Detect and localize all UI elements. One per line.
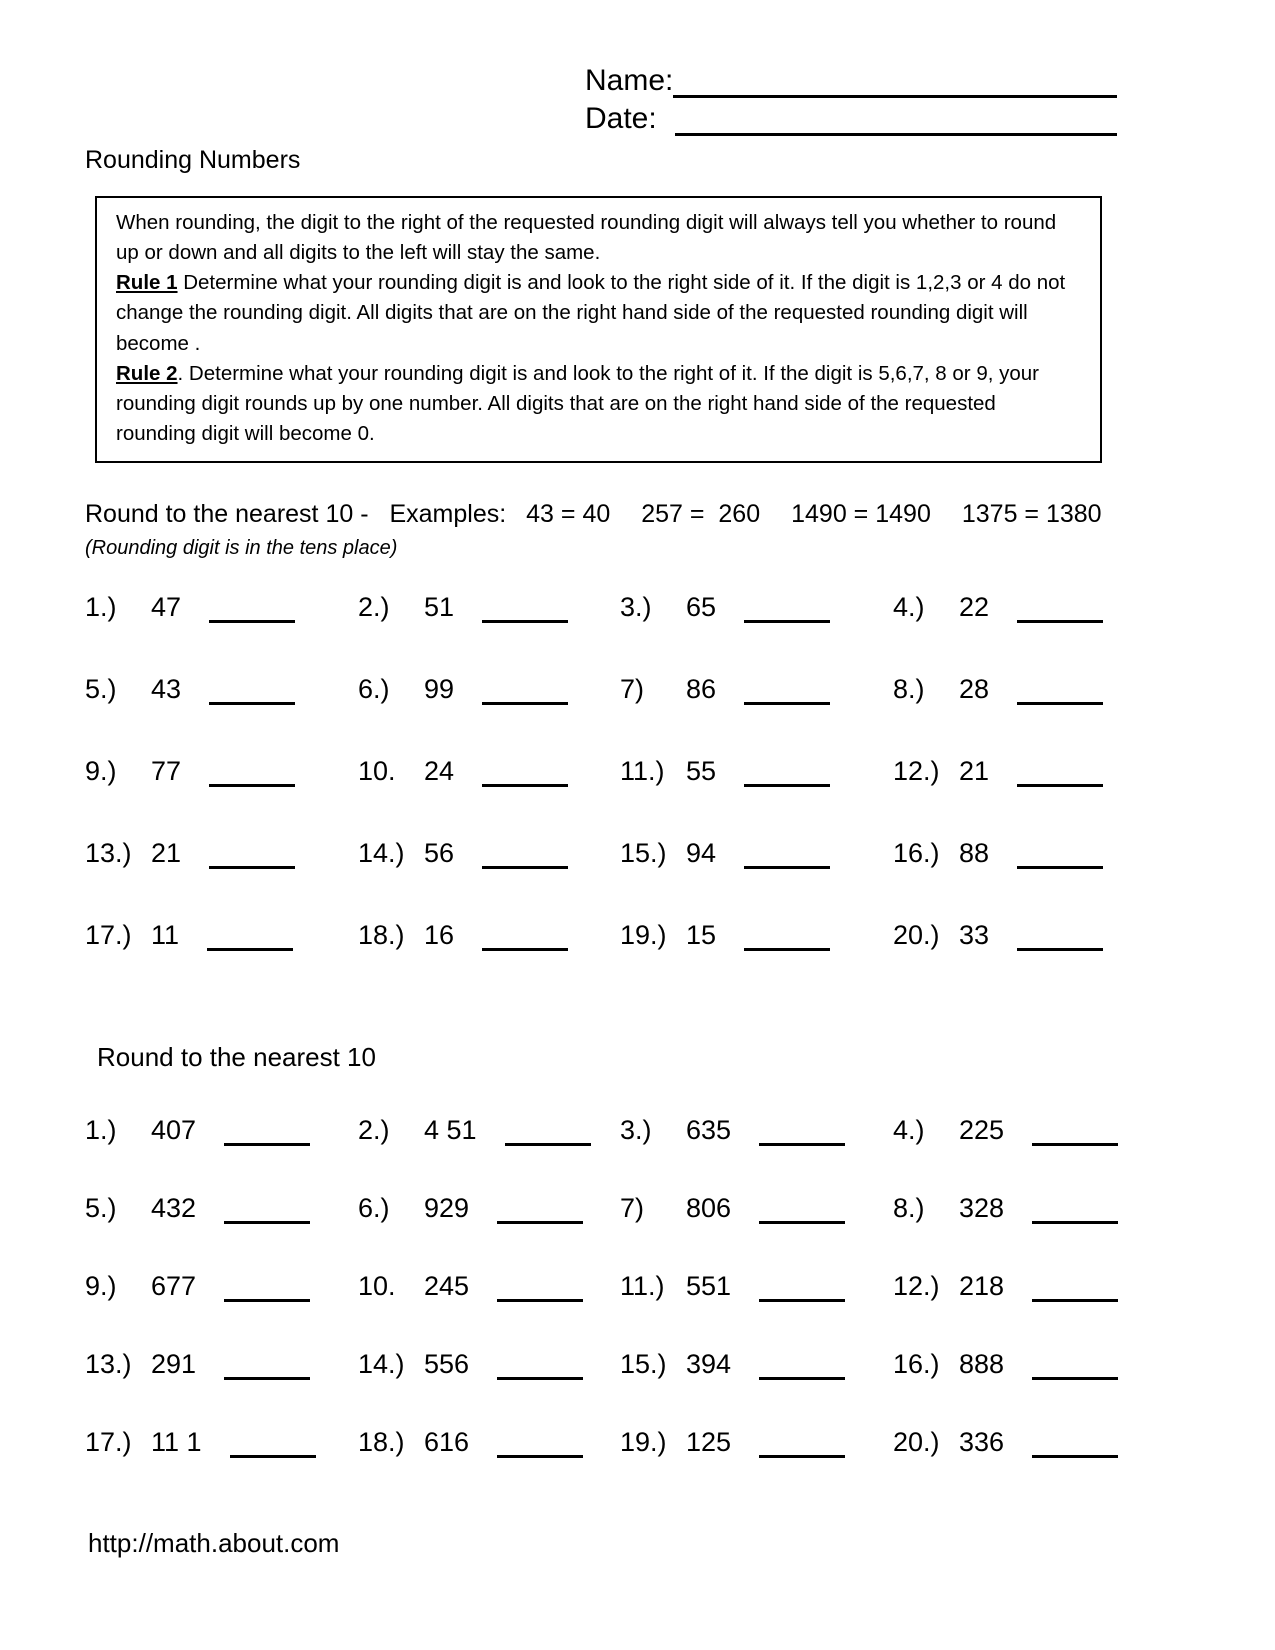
problem-value: 225 [959,1115,1005,1145]
problem-value: 407 [151,1115,197,1145]
problem-item [620,585,893,623]
answer-blank [497,1269,583,1302]
problem-value: 47 [151,592,182,622]
answer-blank [505,1113,591,1146]
problem-item [85,913,358,951]
problem-item [358,913,620,951]
problem-value: 556 [424,1349,470,1379]
rule-2 [116,359,1081,449]
answer-blank [224,1191,310,1224]
problem-value: 551 [686,1271,732,1301]
answer-blank [482,672,568,705]
problem-value: 51 [424,592,455,622]
problem-item [893,1108,1175,1146]
problem-number: 5.) [85,674,117,704]
problem-item [85,1108,358,1146]
problem-item [893,585,1175,623]
answer-blank [1032,1347,1118,1380]
problem-item [620,1108,893,1146]
problem-number: 17.) [85,920,132,950]
problem-number: 19.) [620,920,667,950]
answer-blank [744,672,830,705]
answer-blank [744,754,830,787]
problem-value: 21 [959,756,990,786]
page-title: Rounding Numbers [85,146,301,174]
problem-value: 11 [151,920,180,950]
problem-value: 394 [686,1349,732,1379]
answer-blank [1032,1191,1118,1224]
problem-value: 4 51 [424,1115,477,1145]
examples-label: Examples: [389,500,514,528]
rule-1-text: Determine what your rounding digit is and look to the right side of it. If the digit is 1,2,3 or 4 do not change the rounding digit. All digits that are on the right hand side of the requested rounding digit will become . [116,271,1066,355]
problem-item [85,1342,358,1380]
problem-item [620,667,893,705]
problem-number: 2.) [358,592,390,622]
problem-item [358,1264,620,1302]
problem-number: 18.) [358,1427,405,1457]
problem-number: 6.) [358,674,390,704]
problem-item [358,585,620,623]
rule-1 [116,268,1081,358]
problem-number: 9.) [85,1271,117,1301]
problem-item [620,913,893,951]
answer-blank [209,590,295,623]
problem-number: 14.) [358,838,405,868]
answer-blank [744,918,830,951]
answer-blank [209,672,295,705]
problem-number: 16.) [893,838,940,868]
problem-value: 677 [151,1271,197,1301]
answer-blank [497,1347,583,1380]
problem-value: 33 [959,920,990,950]
rule-2-text: . Determine what your rounding digit is and look to the right of it. If the digit is 5,6,7, 8 or 9, your rounding digit rounds up by one number. All digits that are on the right hand side of the requested rounding digit will become 0. [116,361,1039,445]
problem-item [620,1186,893,1224]
problem-number: 20.) [893,1427,940,1457]
problem-item [85,585,358,623]
problem-number: 3.) [620,1115,652,1145]
answer-blank [1017,754,1103,787]
section-1-title: Round to the nearest 10 - [85,500,376,528]
rule-2-label: Rule 2 [116,361,178,385]
answer-blank [759,1425,845,1458]
problem-value: 929 [424,1193,470,1223]
problem-value: 77 [151,756,182,786]
problem-value: 806 [686,1193,732,1223]
answer-blank [759,1347,845,1380]
answer-blank [224,1113,310,1146]
problem-item [620,1342,893,1380]
problem-value: 65 [686,592,717,622]
problem-number: 5.) [85,1193,117,1223]
problem-number: 9.) [85,756,117,786]
name-row [585,60,1117,98]
problem-number: 11.) [620,1271,665,1301]
problem-item [893,913,1175,951]
answer-blank [230,1425,316,1458]
answer-blank [482,836,568,869]
answer-blank [1032,1425,1118,1458]
answer-blank [482,754,568,787]
problem-number: 18.) [358,920,405,950]
problem-item [893,749,1175,787]
problem-number: 8.) [893,1193,925,1223]
rounding-example: 1490 = 1490 [791,500,931,528]
problem-value: 21 [151,838,182,868]
problem-number: 13.) [85,1349,132,1379]
section-1-heading [85,500,1133,529]
problems-grid-nearest-10-b [85,1108,1175,1498]
problem-item [358,1186,620,1224]
problem-value: 11 1 [151,1427,202,1457]
problem-item [358,1342,620,1380]
problem-item [85,667,358,705]
problem-item [358,831,620,869]
problem-item [358,749,620,787]
problem-value: 15 [686,920,717,950]
problem-number: 3.) [620,592,652,622]
problem-item [85,1420,358,1458]
answer-blank [482,590,568,623]
problem-item [893,667,1175,705]
date-label: Date: [585,102,666,135]
problem-value: 635 [686,1115,732,1145]
problem-item [620,1264,893,1302]
problem-item [893,1186,1175,1224]
answer-blank [224,1347,310,1380]
examples-list [526,500,1132,529]
answer-blank [209,754,295,787]
problem-value: 218 [959,1271,1005,1301]
answer-blank [1017,672,1103,705]
problem-number: 7) [620,674,645,704]
rounding-example: 43 = 40 [526,500,611,528]
section-2-heading: Round to the nearest 10 [97,1042,376,1072]
answer-blank [1017,836,1103,869]
problem-value: 22 [959,592,990,622]
problem-number: 6.) [358,1193,390,1223]
problem-item [893,831,1175,869]
answer-blank [1017,918,1103,951]
rules-box [95,196,1102,463]
problem-value: 16 [424,920,455,950]
problem-item [620,831,893,869]
problem-number: 10. [358,756,396,786]
answer-blank [482,918,568,951]
problem-number: 12.) [893,756,940,786]
date-blank-line [675,103,1117,136]
problem-item [85,749,358,787]
problem-item [358,1108,620,1146]
problem-number: 14.) [358,1349,405,1379]
name-blank-line [673,65,1117,98]
answer-blank [497,1191,583,1224]
answer-blank [744,836,830,869]
problem-value: 125 [686,1427,732,1457]
problem-value: 94 [686,838,717,868]
problem-item [358,667,620,705]
problem-value: 24 [424,756,455,786]
problem-item [620,749,893,787]
problem-number: 15.) [620,1349,667,1379]
problem-number: 12.) [893,1271,940,1301]
problem-value: 291 [151,1349,197,1379]
problem-number: 10. [358,1271,396,1301]
date-row [585,98,1117,136]
rounding-example: 257 = 260 [641,500,761,528]
problems-grid-nearest-10-a [85,585,1175,995]
answer-blank [759,1191,845,1224]
problem-number: 7) [620,1193,645,1223]
problem-value: 88 [959,838,990,868]
problem-item [85,831,358,869]
problem-value: 616 [424,1427,470,1457]
problem-number: 11.) [620,756,665,786]
problem-number: 4.) [893,592,925,622]
answer-blank [744,590,830,623]
problem-item [893,1420,1175,1458]
problem-number: 2.) [358,1115,390,1145]
problem-value: 43 [151,674,182,704]
problem-value: 432 [151,1193,197,1223]
answer-blank [1032,1113,1118,1146]
rounding-example: 1375 = 1380 [961,500,1102,528]
problem-item [620,1420,893,1458]
name-date-block [585,60,1117,136]
problem-value: 245 [424,1271,470,1301]
problem-number: 1.) [85,592,117,622]
problem-number: 8.) [893,674,925,704]
section-1-subtitle: (Rounding digit is in the tens place) [85,537,398,559]
problem-item [85,1264,358,1302]
answer-blank [759,1113,845,1146]
answer-blank [759,1269,845,1302]
problem-value: 328 [959,1193,1005,1223]
answer-blank [207,918,293,951]
problem-number: 1.) [85,1115,117,1145]
problem-value: 86 [686,674,717,704]
problem-item [893,1264,1175,1302]
answer-blank [1017,590,1103,623]
problem-number: 16.) [893,1349,940,1379]
problem-value: 56 [424,838,455,868]
problem-number: 15.) [620,838,667,868]
problem-number: 19.) [620,1427,667,1457]
problem-item [893,1342,1175,1380]
problem-number: 20.) [893,920,940,950]
problem-value: 99 [424,674,455,704]
problem-value: 28 [959,674,990,704]
problem-item [358,1420,620,1458]
problem-value: 55 [686,756,717,786]
name-label: Name: [585,64,674,97]
problem-number: 4.) [893,1115,925,1145]
answer-blank [209,836,295,869]
rule-1-label: Rule 1 [116,271,178,295]
problem-number: 17.) [85,1427,132,1457]
problem-value: 888 [959,1349,1005,1379]
problem-value: 336 [959,1427,1005,1457]
problem-item [85,1186,358,1224]
problem-number: 13.) [85,838,132,868]
answer-blank [224,1269,310,1302]
answer-blank [1032,1269,1118,1302]
footer-url: http://math.about.com [88,1528,340,1558]
rules-intro: When rounding, the digit to the right of the requested rounding digit will always tell you whether to round up or down and all digits to the left will stay the same. [116,211,1057,265]
answer-blank [497,1425,583,1458]
